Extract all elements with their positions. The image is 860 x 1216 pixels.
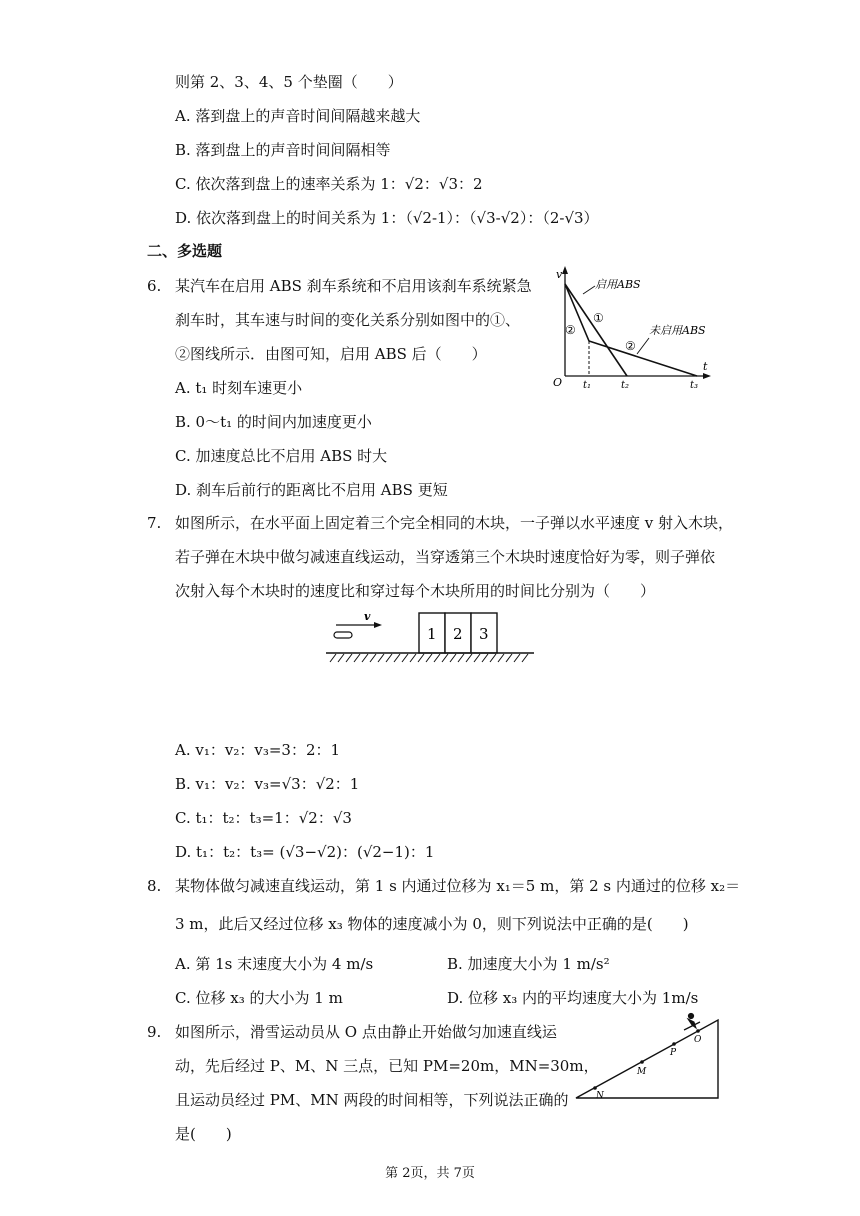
label-abs-leader	[583, 286, 595, 294]
q6-option-c: C. 加速度总比不启用 ABS 时大	[175, 447, 388, 465]
q7-blocks-figure	[322, 608, 538, 672]
q9-stem-line-1: 如图所示，滑雪运动员从 O 点由静止开始做匀加速直线运	[175, 1023, 557, 1041]
q5-stem-tail: 则第 2、3、4、5 个垫圈（ ）	[175, 73, 403, 91]
tick-t2: t₂	[621, 380, 630, 391]
q8-option-c: C. 位移 x₃ 的大小为 1 m	[175, 989, 343, 1007]
page-footer: 第 2页，共 7页	[385, 1166, 475, 1181]
skier-icon	[684, 1013, 700, 1030]
label-o: O	[694, 1035, 702, 1045]
point-p	[672, 1042, 676, 1046]
q7-option-d: D. t₁：t₂：t₃= (√3−√2)：(√2−1)：1	[175, 843, 435, 861]
q8-stem-line-2: 3 m，此后又经过位移 x₃ 物体的速度减小为 0，则下列说法中正确的是( )	[175, 915, 689, 933]
tick-t1: t₁	[583, 380, 592, 391]
q5-option-d: D. 依次落到盘上的时间关系为 1：（√2-1）：（√3-√2）：（2-√3）	[175, 209, 599, 227]
mark-1: ①	[593, 311, 604, 325]
q7-stem-line-3: 次射入每个木块时的速度比和穿过每个木块所用的时间比分别为（ ）	[175, 582, 656, 600]
q5-option-c: C. 依次落到盘上的速率关系为 1：√2：√3：2	[175, 175, 483, 193]
point-m	[640, 1060, 644, 1064]
q6-stem-line-1: 某汽车在启用 ABS 刹车系统和不启用该刹车系统紧急	[175, 277, 532, 295]
q6-stem-line-3: ②图线所示．由图可知，启用 ABS 后（ ）	[175, 345, 487, 363]
mark-2a: ②	[565, 323, 576, 337]
q6-number: 6.	[147, 277, 162, 295]
label-no-abs-leader	[637, 338, 649, 354]
label-p: P	[670, 1048, 677, 1058]
q9-number: 9.	[147, 1023, 162, 1041]
label-abs: 启用ABS	[595, 278, 641, 291]
q8-number: 8.	[147, 877, 162, 895]
q7-number: 7.	[147, 514, 162, 532]
q7-option-b: B. v₁：v₂：v₃=√3：√2：1	[175, 775, 360, 793]
t-axis-label: t	[703, 360, 708, 373]
q8-option-d: D. 位移 x₃ 内的平均速度大小为 1m/s	[447, 989, 699, 1007]
q7-option-c: C. t₁：t₂：t₃=1：√2：√3	[175, 809, 352, 827]
q6-option-a: A. t₁ 时刻车速更小	[175, 379, 303, 397]
q6-option-b: B. 0～t₁ 的时间内加速度更小	[175, 413, 372, 431]
q9-stem-line-4: 是( )	[175, 1125, 232, 1143]
tick-t3: t₃	[690, 380, 699, 391]
q5-option-a: A. 落到盘上的声音时间间隔越来越大	[175, 107, 421, 125]
bullet	[334, 632, 352, 638]
q8-option-a: A. 第 1s 末速度大小为 4 m/s	[175, 955, 374, 973]
q8-stem-line-1: 某物体做匀减速直线运动，第 1 s 内通过位移为 x₁＝5 m，第 2 s 内通过的位移 x₂＝	[175, 877, 741, 895]
q6-option-d: D. 刹车后前行的距离比不启用 ABS 更短	[175, 481, 448, 499]
q6-stem-line-2: 刹车时，其车速与时间的变化关系分别如图中的①、	[175, 311, 521, 329]
block-3-label: 3	[479, 625, 489, 643]
q5-option-b: B. 落到盘上的声音时间间隔相等	[175, 141, 391, 159]
origin-label: O	[553, 376, 563, 389]
q7-stem-line-1: 如图所示，在水平面上固定着三个完全相同的木块，一子弹以水平速度 v 射入木块，	[175, 514, 734, 532]
v-label: v	[364, 610, 371, 623]
q7-option-a: A. v₁：v₂：v₃=3：2：1	[175, 741, 341, 759]
q7-stem-line-2: 若子弹在木块中做匀减速直线运动，当穿透第三个木块时速度恰好为零，则子弹依	[175, 548, 716, 566]
point-n	[593, 1086, 597, 1090]
v-axis-label: v	[556, 268, 563, 281]
label-m: M	[637, 1067, 647, 1077]
q8-option-b: B. 加速度大小为 1 m/s²	[447, 955, 610, 973]
q6-vt-graph	[545, 264, 715, 394]
velocity-arrowhead	[374, 622, 382, 628]
t-axis-arrow	[703, 373, 711, 379]
q9-stem-line-3: 且运动员经过 PM、MN 两段的时间相等，下列说法正确的	[175, 1091, 569, 1109]
point-o	[696, 1029, 700, 1033]
block-2-label: 2	[453, 625, 463, 643]
mark-2b: ②	[625, 339, 636, 353]
ground-hatching	[330, 654, 528, 662]
block-1-label: 1	[427, 625, 437, 643]
label-no-abs: 未启用ABS	[649, 324, 706, 337]
section-title: 二、多选题	[147, 242, 223, 260]
q9-slope-figure	[570, 1010, 732, 1102]
label-n: N	[596, 1091, 604, 1101]
q9-stem-line-2: 动，先后经过 P、M、N 三点，已知 PM=20m，MN=30m，	[175, 1057, 599, 1075]
v-axis-arrow	[562, 266, 568, 274]
